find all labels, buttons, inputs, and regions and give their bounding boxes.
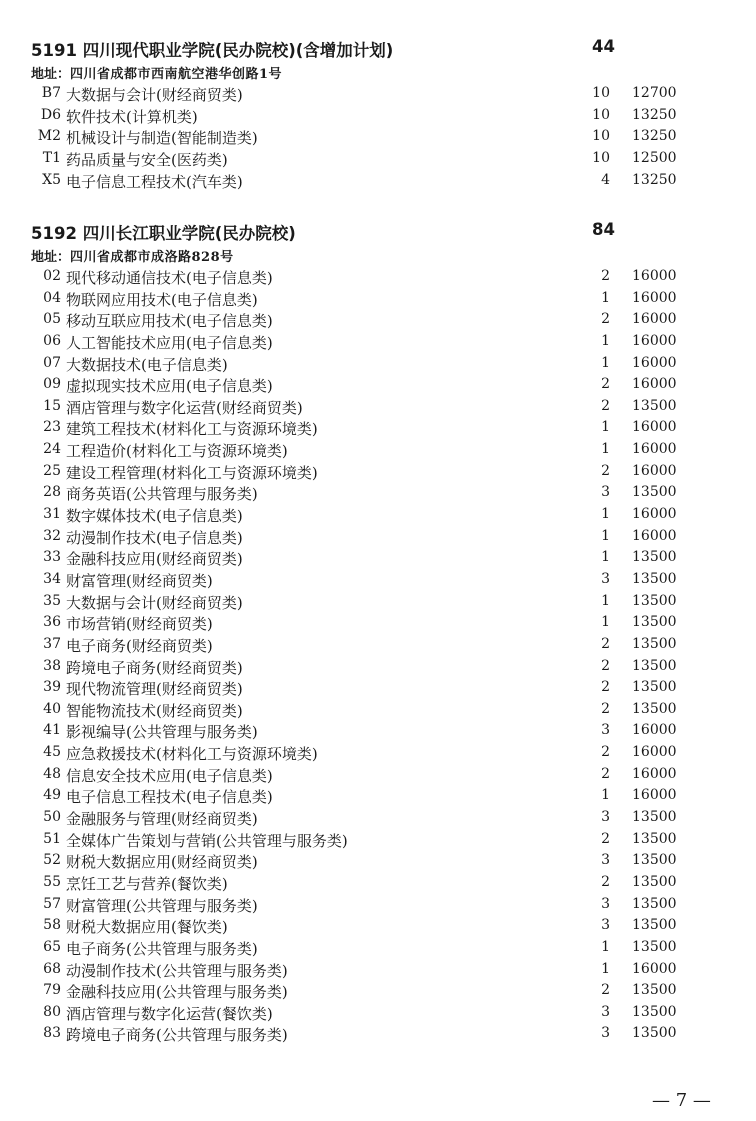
major-code: 23 [43, 419, 61, 436]
major-count: 3 [601, 1003, 610, 1020]
school-total: 44 [592, 37, 615, 56]
major-fee: 16000 [632, 419, 677, 436]
page-number: — 7 — [652, 1090, 711, 1111]
major-row [0, 872, 756, 894]
major-fee: 13500 [632, 1003, 677, 1020]
major-fee: 13500 [632, 917, 677, 934]
major-row [0, 439, 756, 461]
major-code: 45 [43, 744, 61, 761]
major-count: 2 [601, 873, 610, 890]
major-fee: 13250 [632, 106, 677, 123]
address-label: 地址： [31, 67, 71, 82]
major-count: 1 [601, 332, 610, 349]
major-name: 智能物流技术(财经商贸类) [66, 701, 243, 720]
major-name: 动漫制作技术(公共管理与服务类) [66, 961, 288, 980]
major-name: 大数据技术(电子信息类) [66, 355, 228, 374]
major-fee: 13500 [632, 700, 677, 717]
major-row [0, 829, 756, 851]
major-code: 25 [43, 462, 61, 479]
major-code: 52 [43, 852, 61, 869]
major-fee: 16000 [632, 268, 677, 284]
school-code: 5191 [31, 41, 77, 60]
major-code: 07 [43, 354, 61, 371]
major-code: D6 [40, 106, 61, 123]
major-code: 24 [43, 441, 61, 458]
major-count: 2 [601, 657, 610, 674]
major-fee: 16000 [632, 376, 677, 393]
major-row [0, 937, 756, 959]
major-fee: 16000 [632, 441, 677, 458]
school-code-name [31, 220, 296, 244]
major-fee: 16000 [632, 289, 677, 306]
major-count: 2 [601, 462, 610, 479]
major-row [0, 980, 756, 1002]
major-row [0, 526, 756, 548]
major-code: 04 [43, 289, 61, 306]
major-code: 55 [43, 873, 61, 890]
major-fee: 13500 [632, 635, 677, 652]
major-row [0, 288, 756, 310]
major-name: 电子信息工程技术(汽车类) [66, 172, 243, 191]
major-count: 3 [601, 917, 610, 934]
major-code: 28 [43, 484, 61, 501]
major-count: 2 [601, 635, 610, 652]
major-row [0, 612, 756, 634]
major-fee: 16000 [632, 765, 677, 782]
major-row [0, 807, 756, 829]
major-code: 02 [43, 268, 61, 284]
major-code: 40 [43, 700, 61, 717]
major-fee: 13500 [632, 397, 677, 414]
major-count: 2 [601, 765, 610, 782]
major-code: 15 [43, 397, 61, 414]
major-count: 2 [601, 744, 610, 761]
major-row [0, 656, 756, 678]
major-code: 05 [43, 311, 61, 328]
major-code: X5 [42, 171, 61, 188]
school-address [31, 246, 756, 266]
major-row [0, 126, 756, 148]
major-count: 1 [601, 441, 610, 458]
school-total: 84 [592, 220, 615, 239]
major-name: 电子商务(公共管理与服务类) [66, 939, 258, 958]
major-name: 金融服务与管理(财经商贸类) [66, 810, 258, 829]
major-row [0, 742, 756, 764]
major-count: 1 [601, 527, 610, 544]
major-name: 跨境电子商务(公共管理与服务类) [66, 1026, 288, 1045]
major-count: 1 [601, 614, 610, 631]
address-label: 地址： [31, 250, 71, 265]
major-code: 57 [43, 895, 61, 912]
major-fee: 16000 [632, 722, 677, 739]
major-fee: 13500 [632, 895, 677, 912]
major-name: 商务英语(公共管理与服务类) [66, 485, 258, 504]
major-row [0, 720, 756, 742]
major-fee: 13250 [632, 128, 677, 145]
major-count: 3 [601, 722, 610, 739]
school-name: 四川现代职业学院(民办院校)(含增加计划) [82, 41, 394, 60]
major-name: 机械设计与制造(智能制造类) [66, 129, 258, 148]
major-count: 1 [601, 506, 610, 523]
school-section-5192 [0, 220, 756, 1045]
major-count: 2 [601, 311, 610, 328]
major-code: 41 [43, 722, 61, 739]
major-fee: 13500 [632, 484, 677, 501]
major-count: 4 [601, 171, 610, 188]
major-fee: 16000 [632, 332, 677, 349]
school-name: 四川长江职业学院(民办院校) [82, 224, 296, 243]
major-name: 电子信息工程技术(电子信息类) [66, 788, 273, 807]
major-name: 建筑工程技术(材料化工与资源环境类) [66, 420, 318, 439]
major-count: 10 [592, 85, 610, 101]
major-name: 财富管理(公共管理与服务类) [66, 896, 258, 915]
major-name: 数字媒体技术(电子信息类) [66, 507, 243, 526]
major-code: 31 [43, 506, 61, 523]
major-count: 1 [601, 787, 610, 804]
major-row [0, 396, 756, 418]
major-fee: 13500 [632, 679, 677, 696]
major-row [0, 83, 756, 105]
major-name: 电子商务(财经商贸类) [66, 636, 213, 655]
major-row [0, 461, 756, 483]
major-code: 35 [43, 592, 61, 609]
school-code: 5192 [31, 224, 77, 243]
major-row [0, 105, 756, 127]
major-code: 65 [43, 938, 61, 955]
major-count: 10 [592, 128, 610, 145]
major-count: 3 [601, 1025, 610, 1042]
major-code: 48 [43, 765, 61, 782]
major-fee: 16000 [632, 527, 677, 544]
major-count: 1 [601, 419, 610, 436]
major-row [0, 569, 756, 591]
major-name: 金融科技应用(财经商贸类) [66, 550, 243, 569]
major-row [0, 170, 756, 192]
major-count: 1 [601, 938, 610, 955]
major-list [0, 266, 756, 1045]
major-code: 79 [43, 982, 61, 999]
major-code: 32 [43, 527, 61, 544]
school-address [31, 63, 756, 83]
major-name: 金融科技应用(公共管理与服务类) [66, 983, 288, 1002]
major-count: 3 [601, 895, 610, 912]
school-header [0, 37, 756, 63]
major-name: 建设工程管理(材料化工与资源环境类) [66, 463, 318, 482]
major-name: 动漫制作技术(电子信息类) [66, 528, 243, 547]
major-row [0, 677, 756, 699]
major-row [0, 634, 756, 656]
major-name: 全媒体广告策划与营销(公共管理与服务类) [66, 831, 348, 850]
major-name: 现代物流管理(财经商贸类) [66, 680, 243, 699]
major-fee: 13500 [632, 614, 677, 631]
major-count: 1 [601, 289, 610, 306]
major-fee: 16000 [632, 462, 677, 479]
major-count: 2 [601, 982, 610, 999]
major-name: 虚拟现实技术应用(电子信息类) [66, 377, 273, 396]
major-code: 83 [43, 1025, 61, 1042]
major-name: 跨境电子商务(财经商贸类) [66, 658, 243, 677]
major-row [0, 504, 756, 526]
major-fee: 13500 [632, 809, 677, 826]
major-name: 影视编导(公共管理与服务类) [66, 723, 258, 742]
major-code: 58 [43, 917, 61, 934]
major-count: 2 [601, 700, 610, 717]
major-count: 1 [601, 354, 610, 371]
major-code: 34 [43, 570, 61, 587]
major-code: 51 [43, 830, 61, 847]
address-text: 四川省成都市西南航空港华创路1号 [70, 67, 283, 82]
major-row [0, 959, 756, 981]
address-text: 四川省成都市成洛路828号 [70, 250, 234, 265]
major-row [0, 353, 756, 375]
major-fee: 13500 [632, 657, 677, 674]
major-fee: 13500 [632, 852, 677, 869]
major-fee: 13500 [632, 549, 677, 566]
major-name: 酒店管理与数字化运营(餐饮类) [66, 1004, 273, 1023]
major-name: 现代移动通信技术(电子信息类) [66, 269, 273, 287]
major-fee: 16000 [632, 787, 677, 804]
major-count: 2 [601, 830, 610, 847]
major-name: 酒店管理与数字化运营(财经商贸类) [66, 398, 303, 417]
major-count: 2 [601, 679, 610, 696]
major-name: 人工智能技术应用(电子信息类) [66, 333, 273, 352]
major-fee: 16000 [632, 354, 677, 371]
major-name: 烹饪工艺与营养(餐饮类) [66, 874, 228, 893]
major-fee: 16000 [632, 506, 677, 523]
major-name: 移动互联应用技术(电子信息类) [66, 312, 273, 331]
major-name: 药品质量与安全(医药类) [66, 150, 228, 169]
major-fee: 16000 [632, 744, 677, 761]
major-row [0, 764, 756, 786]
major-name: 物联网应用技术(电子信息类) [66, 290, 258, 309]
major-count: 10 [592, 149, 610, 166]
major-list [0, 83, 756, 191]
major-count: 3 [601, 809, 610, 826]
major-code: M2 [37, 128, 61, 145]
major-row [0, 309, 756, 331]
major-count: 3 [601, 484, 610, 501]
major-fee: 13500 [632, 1025, 677, 1042]
major-fee: 13500 [632, 938, 677, 955]
major-fee: 13500 [632, 982, 677, 999]
major-fee: 13500 [632, 592, 677, 609]
major-name: 财税大数据应用(餐饮类) [66, 918, 228, 937]
major-row [0, 331, 756, 353]
major-row [0, 894, 756, 916]
major-fee: 16000 [632, 311, 677, 328]
major-row [0, 417, 756, 439]
major-row [0, 482, 756, 504]
major-row [0, 374, 756, 396]
major-name: 财富管理(财经商贸类) [66, 571, 213, 590]
major-row [0, 1002, 756, 1024]
major-code: 09 [43, 376, 61, 393]
major-count: 2 [601, 268, 610, 284]
major-fee: 13500 [632, 830, 677, 847]
major-code: 37 [43, 635, 61, 652]
major-count: 1 [601, 549, 610, 566]
major-row [0, 266, 756, 288]
major-name: 软件技术(计算机类) [66, 107, 198, 126]
major-code: 38 [43, 657, 61, 674]
major-code: 68 [43, 960, 61, 977]
major-name: 大数据与会计(财经商贸类) [66, 86, 243, 104]
major-code: 50 [43, 809, 61, 826]
major-code: 80 [43, 1003, 61, 1020]
major-count: 1 [601, 592, 610, 609]
major-row [0, 699, 756, 721]
major-name: 信息安全技术应用(电子信息类) [66, 766, 273, 785]
major-name: 应急救援技术(材料化工与资源环境类) [66, 745, 318, 764]
major-code: B7 [41, 85, 61, 101]
major-name: 大数据与会计(财经商贸类) [66, 593, 243, 612]
school-code-name [31, 37, 393, 61]
major-row [0, 850, 756, 872]
school-header [0, 220, 756, 246]
major-name: 财税大数据应用(财经商贸类) [66, 853, 258, 872]
major-code: 06 [43, 332, 61, 349]
major-fee: 13500 [632, 570, 677, 587]
major-fee: 12700 [632, 85, 677, 101]
major-fee: 12500 [632, 149, 677, 166]
major-code: 39 [43, 679, 61, 696]
major-name: 市场营销(财经商贸类) [66, 615, 213, 634]
major-row [0, 915, 756, 937]
major-row [0, 785, 756, 807]
major-row [0, 547, 756, 569]
school-section-5191 [0, 37, 756, 191]
major-name: 工程造价(材料化工与资源环境类) [66, 442, 288, 461]
major-row [0, 1023, 756, 1045]
major-count: 1 [601, 960, 610, 977]
major-row [0, 148, 756, 170]
major-count: 2 [601, 397, 610, 414]
major-count: 2 [601, 376, 610, 393]
major-count: 3 [601, 852, 610, 869]
major-code: T1 [42, 149, 61, 166]
major-code: 33 [43, 549, 61, 566]
major-row [0, 591, 756, 613]
major-count: 10 [592, 106, 610, 123]
major-code: 36 [43, 614, 61, 631]
major-count: 3 [601, 570, 610, 587]
major-fee: 16000 [632, 960, 677, 977]
major-fee: 13500 [632, 873, 677, 890]
major-code: 49 [43, 787, 61, 804]
major-fee: 13250 [632, 171, 677, 188]
